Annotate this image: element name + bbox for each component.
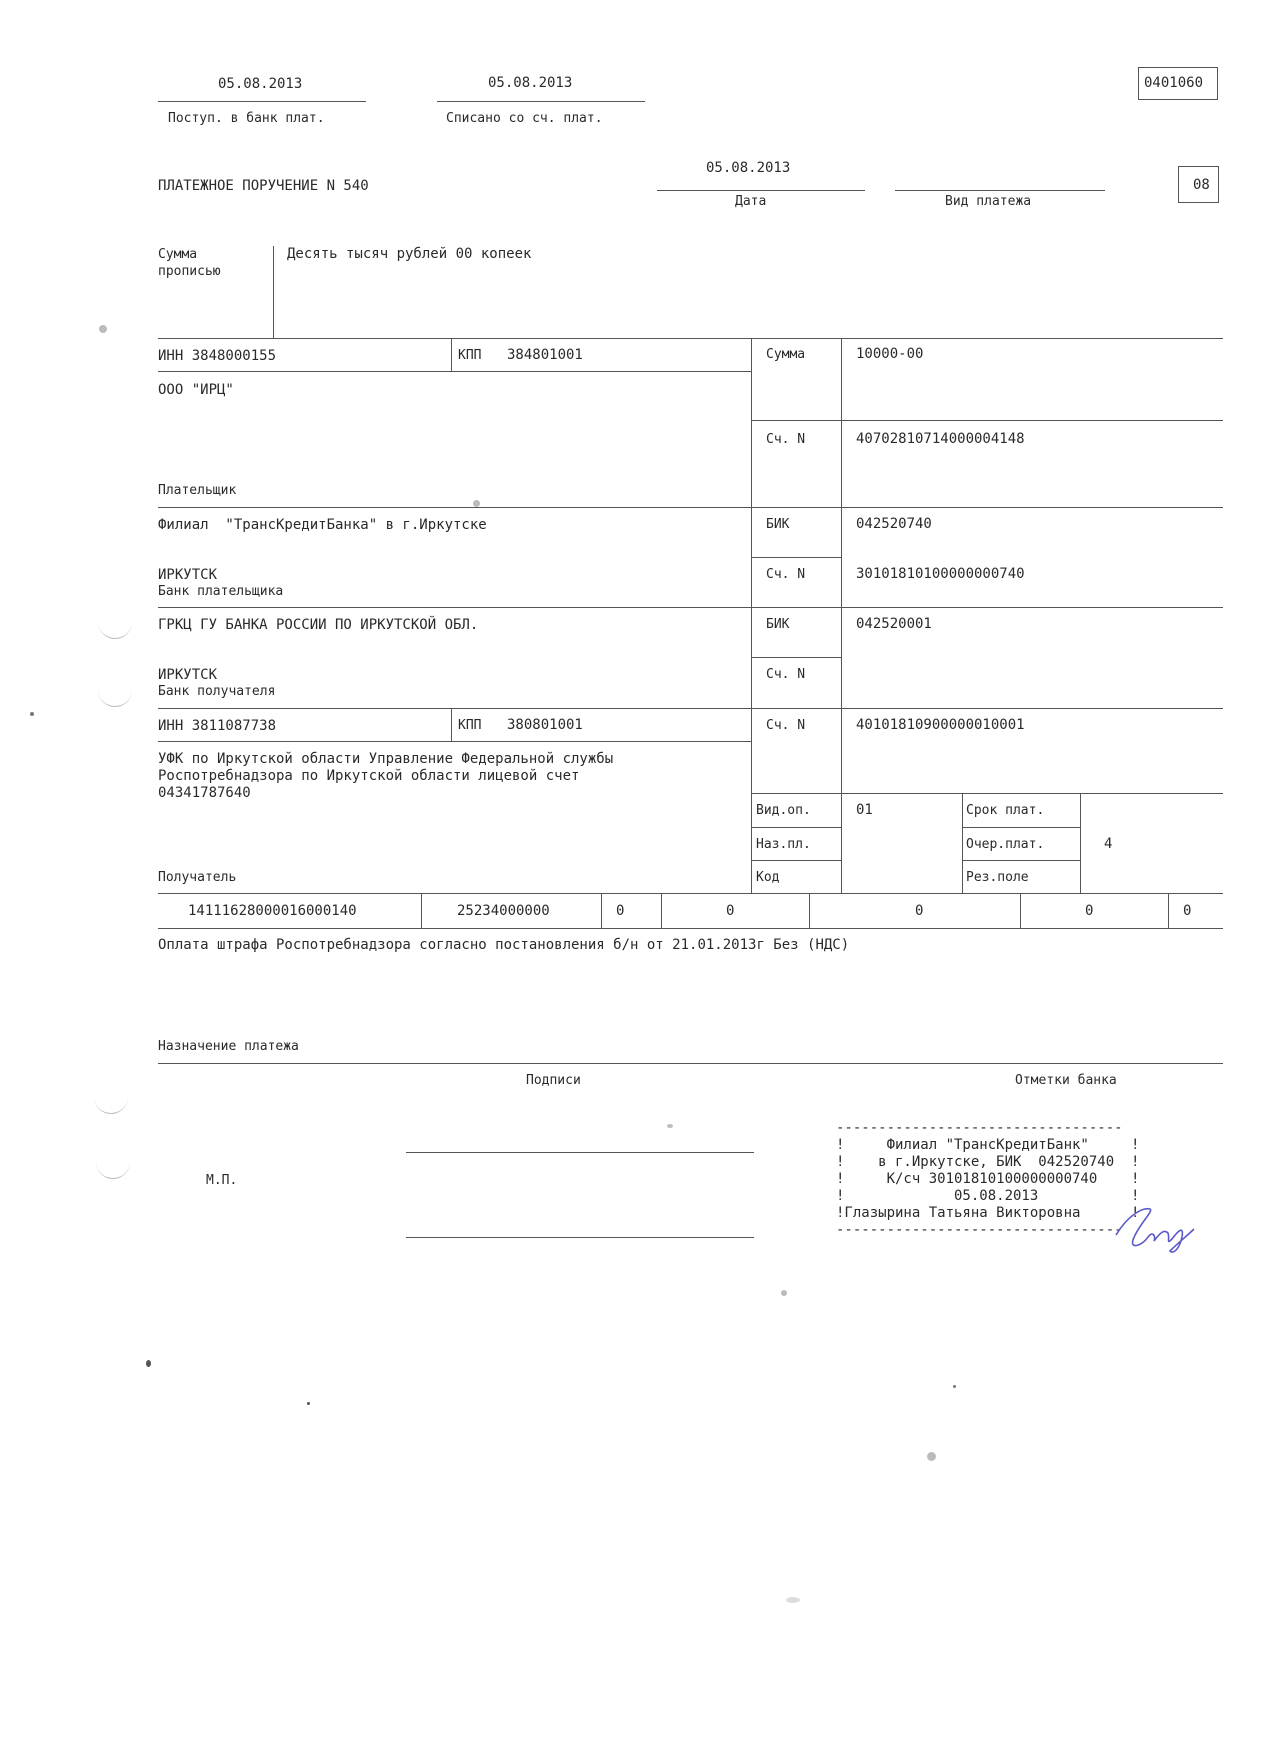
- grid-line-budget: [158, 928, 1223, 929]
- grid-v-terms-right: [1080, 793, 1081, 893]
- scan-speck: [927, 1452, 936, 1461]
- date-received-line: [158, 101, 366, 102]
- punch-hole-mark: [96, 1160, 130, 1179]
- code-label: Код: [756, 870, 780, 885]
- payer-bank-account-label: Сч. N: [766, 567, 806, 582]
- payee-name-line-2: Роспотребнадзора по Иркутской области лицевой счет: [158, 768, 580, 784]
- payee-caption: Получатель: [158, 870, 237, 885]
- budget-period: 0: [726, 903, 735, 919]
- priority-label: Очер.плат.: [966, 837, 1045, 852]
- grid-v-budget-3: [661, 893, 662, 928]
- scan-speck: [30, 712, 34, 716]
- payee-bank-city: ИРКУТСК: [158, 667, 218, 683]
- signature-line-2: [406, 1237, 754, 1238]
- grid-line-optype: [751, 827, 841, 828]
- payer-kpp-label: КПП: [458, 348, 482, 363]
- grid-v-payee-kpp: [451, 708, 452, 741]
- purpose-text: Оплата штрафа Роспотребнадзора согласно постановления б/н от 21.01.2013г Без (НДС): [158, 937, 850, 953]
- payee-name-line-1: УФК по Иркутской области Управление Федеральной службы: [158, 751, 614, 767]
- amount-words-caption-2: прописью: [158, 264, 221, 279]
- grid-v-budget-4: [809, 893, 810, 928]
- scan-speck: [146, 1360, 151, 1367]
- purpose-line: [158, 1063, 1223, 1064]
- handwritten-signature: [1108, 1195, 1198, 1265]
- reserve-label: Рез.поле: [966, 870, 1029, 885]
- payment-type-line: [895, 190, 1105, 191]
- payer-bank-bik: 042520740: [856, 516, 932, 532]
- grid-v-right: [841, 338, 842, 893]
- payer-inn: ИНН 3848000155: [158, 348, 277, 364]
- amount-words-caption-1: Сумма: [158, 247, 198, 262]
- grid-line-payee-bik: [751, 657, 841, 658]
- purpose-code-label: Наз.пл.: [756, 837, 811, 852]
- payee-bank-account-label: Сч. N: [766, 667, 806, 682]
- status-code-box: [1178, 166, 1219, 203]
- scan-speck: [307, 1402, 310, 1405]
- grid-v-terms-left: [962, 793, 963, 893]
- op-type-value: 01: [856, 802, 873, 818]
- grid-line-payee-inn: [158, 741, 751, 742]
- payer-bank-city: ИРКУТСК: [158, 567, 218, 583]
- grid-line-payer-inn: [158, 371, 751, 372]
- payee-inn: ИНН 3811087738: [158, 718, 277, 734]
- document-title: ПЛАТЕЖНОЕ ПОРУЧЕНИЕ N 540: [158, 178, 369, 194]
- signature-stroke: [1116, 1209, 1194, 1252]
- bank-stamp-line-1: ! Филиал "ТрансКредитБанк" !: [836, 1137, 1140, 1153]
- scan-speck: [953, 1385, 956, 1388]
- bank-marks-caption: Отметки банка: [1015, 1073, 1117, 1088]
- payer-name: ООО "ИРЦ": [158, 382, 234, 398]
- payer-caption: Плательщик: [158, 483, 237, 498]
- grid-line-term: [962, 827, 1080, 828]
- bank-stamp-line-4: ! 05.08.2013 !: [836, 1188, 1140, 1204]
- op-type-label: Вид.оп.: [756, 803, 811, 818]
- date-received: 05.08.2013: [218, 76, 303, 92]
- document-date-line: [657, 190, 865, 191]
- payment-type-caption: Вид платежа: [945, 194, 1032, 209]
- budget-doc-number: 0: [915, 903, 924, 919]
- status-code: 08: [1193, 177, 1210, 193]
- grid-v-middle: [751, 338, 752, 893]
- payer-bank-caption: Банк плательщика: [158, 584, 284, 599]
- grid-v-budget-2: [601, 893, 602, 928]
- bank-stamp-line-2: ! в г.Иркутске, БИК 042520740 !: [836, 1154, 1140, 1170]
- sum-label: Сумма: [766, 347, 806, 362]
- bank-stamp-dashes-bottom: ----------------------------------: [836, 1222, 1123, 1238]
- date-debited-line: [437, 101, 645, 102]
- grid-v-budget-6: [1168, 893, 1169, 928]
- bank-stamp: [836, 1120, 1139, 1239]
- grid-v-budget-5: [1020, 893, 1021, 928]
- scan-speck: [781, 1290, 787, 1296]
- grid-line-payer-bik: [751, 557, 841, 558]
- scan-speck: [99, 325, 107, 333]
- payee-bank-bik-label: БИК: [766, 617, 790, 632]
- document-date: 05.08.2013: [706, 160, 791, 176]
- grid-line-priority: [962, 860, 1080, 861]
- grid-line-payee: [158, 893, 1223, 894]
- punch-hole-mark: [94, 1095, 128, 1114]
- grid-line-payer: [158, 507, 1223, 508]
- payee-account: 40101810900000010001: [856, 717, 1025, 733]
- payer-bank-name: Филиал "ТрансКредитБанка" в г.Иркутске: [158, 517, 487, 533]
- grid-line-top: [158, 338, 1223, 339]
- bank-stamp-dashes-top: ----------------------------------: [836, 1120, 1123, 1136]
- payee-account-label: Сч. N: [766, 718, 806, 733]
- date-received-caption: Поступ. в банк плат.: [168, 111, 325, 126]
- document-date-caption: Дата: [735, 194, 767, 209]
- signature-line-1: [406, 1152, 754, 1153]
- scan-speck: [667, 1124, 673, 1128]
- payer-bank-bik-label: БИК: [766, 517, 790, 532]
- scan-speck: [473, 500, 480, 507]
- grid-line-payer-bank: [158, 607, 1223, 608]
- budget-basis: 0: [616, 903, 625, 919]
- budget-payment-kind: 0: [1183, 903, 1192, 919]
- punch-hole-mark: [98, 620, 132, 639]
- payee-bank-name: ГРКЦ ГУ БАНКА РОССИИ ПО ИРКУТСКОЙ ОБЛ.: [158, 617, 479, 633]
- grid-line-purpose-code: [751, 860, 841, 861]
- payer-kpp: 384801001: [507, 347, 583, 363]
- grid-v-budget-1: [421, 893, 422, 928]
- grid-line-sum: [751, 420, 1223, 421]
- sum-value: 10000-00: [856, 346, 924, 362]
- payee-kpp-label: КПП: [458, 718, 482, 733]
- payee-bank-caption: Банк получателя: [158, 684, 276, 699]
- payee-name-line-3: 04341787640: [158, 785, 251, 801]
- bank-stamp-line-5: !Глазырина Татьяна Викторовна !: [836, 1205, 1140, 1221]
- budget-kbk: 14111628000016000140: [188, 903, 357, 919]
- bank-stamp-line-3: ! К/сч 30101810100000000740 !: [836, 1171, 1140, 1187]
- grid-v-payer-kpp: [451, 338, 452, 371]
- date-debited: 05.08.2013: [488, 75, 573, 91]
- purpose-caption: Назначение платежа: [158, 1039, 299, 1054]
- punch-hole-mark: [98, 688, 132, 707]
- payee-bank-bik: 042520001: [856, 616, 932, 632]
- payer-account: 40702810714000004148: [856, 431, 1025, 447]
- form-code: 0401060: [1144, 75, 1204, 91]
- payer-bank-account: 30101810100000000740: [856, 566, 1025, 582]
- scan-speck: [786, 1597, 800, 1603]
- payer-account-label: Сч. N: [766, 432, 806, 447]
- budget-doc-date: 0: [1085, 903, 1094, 919]
- payee-kpp: 380801001: [507, 717, 583, 733]
- priority-value: 4: [1104, 836, 1113, 852]
- budget-okato: 25234000000: [457, 903, 550, 919]
- signatures-caption: Подписи: [526, 1073, 581, 1088]
- grid-line-payee-bank: [158, 708, 1223, 709]
- stamp-place: М.П.: [206, 1173, 238, 1188]
- amount-words-divider: [273, 246, 274, 338]
- grid-line-payee-acct: [751, 793, 1223, 794]
- term-label: Срок плат.: [966, 803, 1045, 818]
- date-debited-caption: Списано со сч. плат.: [446, 111, 603, 126]
- amount-words-value: Десять тысяч рублей 00 копеек: [287, 246, 532, 262]
- form-code-box: [1138, 67, 1218, 100]
